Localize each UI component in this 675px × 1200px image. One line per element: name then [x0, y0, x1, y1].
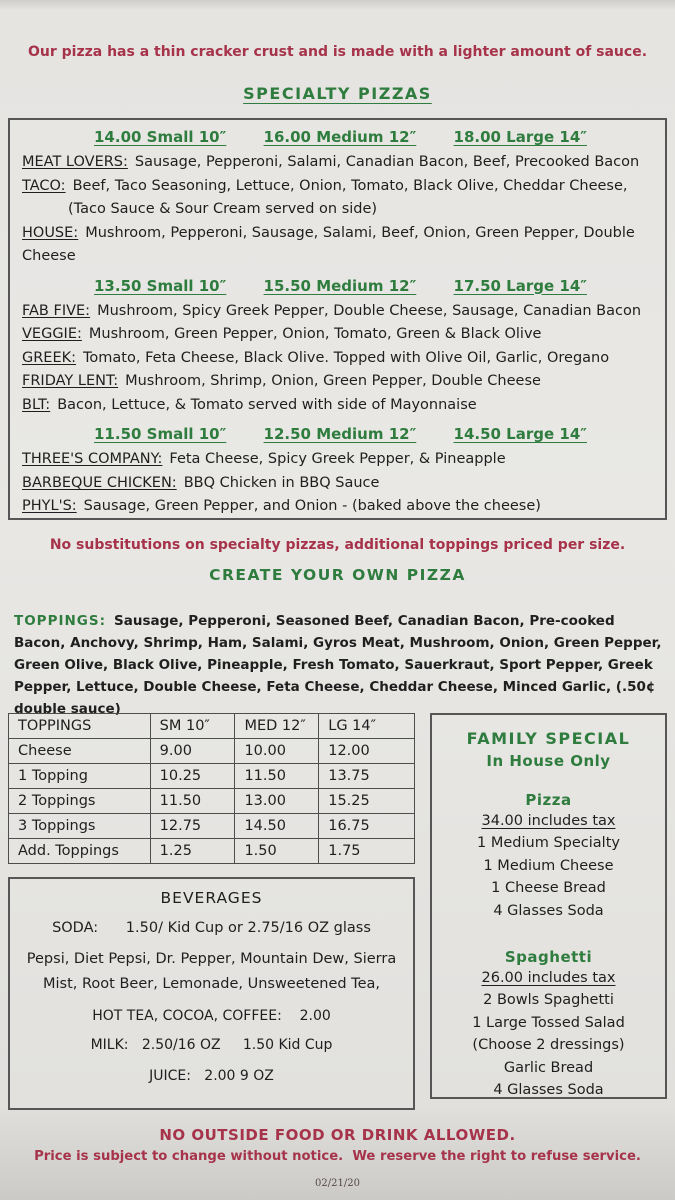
menu-item-name: BLT: [22, 396, 51, 413]
menu-item-threes-company [22, 448, 653, 472]
menu-date: 02/21/20 [315, 1178, 360, 1189]
menu-item-desc: Feta Cheese, Spicy Greek Pepper, & Pineapple [169, 451, 506, 467]
pizza-item: 4 Glasses Soda [493, 902, 604, 919]
menu-item-desc: Bacon, Lettuce, & Tomato served with side of Mayonnaise [57, 396, 477, 413]
table-row [9, 814, 415, 839]
menu-item-taco-note: (Taco Sauce & Sour Cream served on side) [68, 201, 378, 217]
substitutions-note: No substitutions on specialty pizzas, additional toppings priced per size. [49, 537, 626, 553]
spaghetti-item: 4 Glasses Soda [493, 1082, 604, 1098]
price-cell: 11.50 [235, 764, 319, 789]
spaghetti-items [432, 989, 665, 1102]
menu-item-desc: Sausage, Green Pepper, and Onion - (baked above the cheese) [83, 498, 541, 514]
menu-item-taco [22, 175, 653, 199]
price-cell: 11.50 [150, 789, 235, 814]
toppings-label: TOPPINGS: [14, 612, 106, 629]
price-cell: 13.75 [319, 764, 415, 789]
menu-item-blt [22, 394, 653, 418]
family-special-title: FAMILY SPECIAL [466, 729, 631, 748]
tier3-price-row [22, 422, 653, 446]
spaghetti-item: 2 Bowls Spaghetti [483, 992, 614, 1008]
toppings-paragraph [14, 610, 662, 720]
soda-brands: Pepsi, Diet Pepsi, Dr. Pepper, Mountain Dew, Sierra Mist, Root Beer, Lemonade, Unsweetened Tea, [26, 951, 397, 992]
pizza-section-title: Pizza [525, 791, 572, 809]
pizza-items [432, 832, 665, 922]
milk-line: MILK: 2.50/16 OZ 1.50 Kid Cup [90, 1037, 333, 1053]
pizza-item: 1 Medium Specialty [477, 835, 620, 851]
menu-item-name: PHYL'S: [22, 498, 77, 514]
tier3-price-medium: 12.50 Medium 12″ [263, 425, 417, 443]
row-label: 2 Toppings [9, 789, 151, 814]
pizza-price: 34.00 includes tax [481, 813, 616, 829]
price-cell: 1.25 [150, 839, 235, 864]
spaghetti-item: (Choose 2 dressings) [472, 1037, 625, 1053]
specialty-box [8, 118, 667, 520]
price-cell: 13.00 [235, 789, 319, 814]
specialty-heading-text: SPECIALTY PIZZAS [243, 84, 432, 103]
menu-item-name: HOUSE: [22, 224, 79, 241]
intro-note: Our pizza has a thin cracker crust and is made with a lighter amount of sauce. [27, 44, 648, 60]
price-cell: 14.50 [235, 814, 319, 839]
menu-item-desc: Sausage, Pepperoni, Salami, Canadian Bacon, Beef, Precooked Bacon [134, 154, 640, 170]
menu-item-house [22, 222, 653, 269]
footer-line-2: Price is subject to change without notice. We reserve the right to refuse service. [34, 1149, 641, 1164]
pizza-item: 1 Medium Cheese [483, 857, 614, 874]
tier2-price-row [22, 274, 653, 298]
menu-item-veggie [22, 323, 653, 347]
hot-drinks-line: HOT TEA, COCOA, COFFEE: 2.00 [92, 1008, 331, 1024]
create-your-own-heading: CREATE YOUR OWN PIZZA [209, 566, 466, 584]
menu-item-desc: Beef, Taco Seasoning, Lettuce, Onion, Tomato, Black Olive, Cheddar Cheese, [72, 177, 628, 194]
header-large: LG 14″ [319, 714, 415, 739]
tier1-price-small: 14.00 Small 10″ [94, 128, 227, 146]
menu-item-name: FAB FIVE: [22, 302, 91, 319]
menu-item-name: GREEK: [22, 349, 77, 366]
header-small: SM 10″ [150, 714, 235, 739]
table-row [9, 739, 415, 764]
menu-item-name: THREE'S COMPANY: [22, 451, 163, 467]
table-row [9, 839, 415, 864]
price-cell: 10.00 [235, 739, 319, 764]
menu-item-desc: Mushroom, Shrimp, Onion, Green Pepper, Double Cheese [125, 373, 541, 389]
row-label: Add. Toppings [9, 839, 151, 864]
menu-item-friday-lent [22, 370, 653, 394]
table-row [9, 789, 415, 814]
price-cell: 15.25 [319, 789, 415, 814]
spaghetti-item: Garlic Bread [503, 1059, 594, 1076]
family-special-subtitle: In House Only [486, 752, 611, 770]
tier2-price-large: 17.50 Large 14″ [453, 276, 587, 295]
soda-line: SODA: 1.50/ Kid Cup or 2.75/16 OZ glass [52, 920, 371, 936]
toppings-price-table [8, 713, 415, 864]
menu-item-meat-lovers [22, 151, 653, 175]
menu-item-desc: BBQ Chicken in BBQ Sauce [183, 474, 380, 491]
tier2-price-small: 13.50 Small 10″ [94, 276, 227, 295]
table-header-row [9, 714, 415, 739]
specialty-heading [0, 84, 675, 103]
menu-item-phyls [22, 495, 653, 519]
price-cell: 1.75 [319, 839, 415, 864]
beverages-title: BEVERAGES [160, 889, 263, 907]
right-column [430, 713, 667, 1099]
price-cell: 10.25 [150, 764, 235, 789]
price-cell: 9.00 [150, 739, 235, 764]
menu-item-name: FRIDAY LENT: [22, 373, 119, 389]
spaghetti-item: 1 Large Tossed Salad [472, 1014, 625, 1031]
menu-item-desc: Mushroom, Green Pepper, Onion, Tomato, Green & Black Olive [88, 326, 542, 342]
tier1-price-medium: 16.00 Medium 12″ [263, 128, 417, 146]
header-toppings: TOPPINGS [9, 714, 151, 739]
menu-item-name: TACO: [22, 177, 66, 194]
table-row [9, 764, 415, 789]
price-cell: 12.00 [319, 739, 415, 764]
juice-line: JUICE: 2.00 9 OZ [149, 1068, 274, 1084]
pizza-item: 1 Cheese Bread [491, 880, 606, 896]
menu-item-barbeque-chicken [22, 472, 653, 496]
menu-item-desc: Mushroom, Pepperoni, Sausage, Salami, Beef, Onion, Green Pepper, Double Cheese [22, 224, 635, 264]
left-column [8, 713, 415, 1110]
tier3-price-small: 11.50 Small 10″ [94, 425, 227, 443]
spaghetti-price: 26.00 includes tax [481, 970, 616, 986]
family-special-box [430, 713, 667, 1099]
menu-item-desc: Tomato, Feta Cheese, Black Olive. Topped with Olive Oil, Garlic, Oregano [83, 349, 610, 366]
row-label: 1 Topping [9, 764, 151, 789]
header-medium: MED 12″ [235, 714, 319, 739]
row-label: Cheese [9, 739, 151, 764]
spaghetti-section-title: Spaghetti [504, 948, 593, 966]
price-cell: 16.75 [319, 814, 415, 839]
tier3-price-large: 14.50 Large 14″ [453, 425, 587, 443]
footer-line-1: NO OUTSIDE FOOD OR DRINK ALLOWED. [159, 1126, 516, 1144]
row-label: 3 Toppings [9, 814, 151, 839]
beverages-box [8, 877, 415, 1110]
tier1-price-row [22, 125, 653, 149]
tier1-price-large: 18.00 Large 14″ [453, 128, 587, 146]
menu-item-desc: Mushroom, Spicy Greek Pepper, Double Cheese, Sausage, Canadian Bacon [97, 302, 642, 319]
price-cell: 12.75 [150, 814, 235, 839]
menu-item-fab-five [22, 300, 653, 324]
menu-item-greek [22, 347, 653, 371]
tier2-price-medium: 15.50 Medium 12″ [263, 276, 417, 295]
toppings-list: Sausage, Pepperoni, Seasoned Beef, Canadian Bacon, Pre-cooked Bacon, Anchovy, Shrimp, Ham, Salami, Gyros Meat, Mushroom, Onion, Green Pepper, Green Olive, Black Olive, Pineapple, Fresh Tomato, Sauerkraut, Sport Pepper, Greek Pepper, Lettuce, Double Cheese, Feta Cheese, Cheddar Cheese, Minced Garlic, (.50¢ double sauce) [14, 612, 662, 717]
menu-item-name: VEGGIE: [22, 326, 82, 342]
menu-item-name: BARBEQUE CHICKEN: [22, 474, 177, 491]
price-cell: 1.50 [235, 839, 319, 864]
menu-item-name: MEAT LOVERS: [22, 154, 128, 170]
